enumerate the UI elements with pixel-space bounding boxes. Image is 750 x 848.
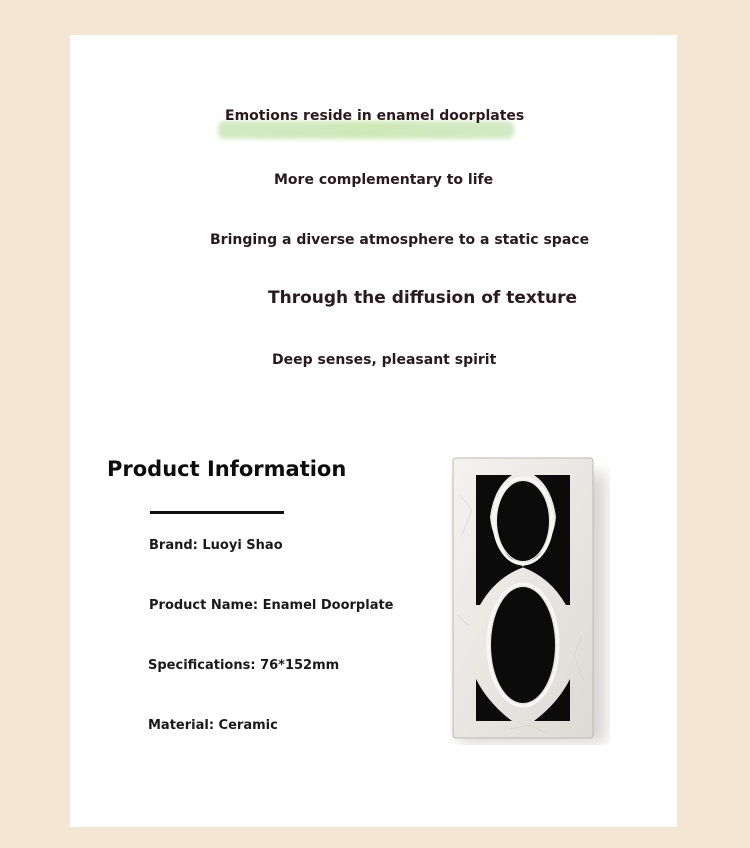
- intro-line-2: More complementary to life: [274, 172, 494, 188]
- intro-line-3: Bringing a diverse atmosphere to a static space: [210, 232, 590, 248]
- doorplate-image: [450, 455, 610, 745]
- title-underline: [150, 511, 284, 514]
- product-info-title: Product Information: [107, 457, 347, 481]
- product-name-text: Product Name: Enamel Doorplate: [149, 598, 394, 613]
- specifications-text: Specifications: 76*152mm: [148, 658, 340, 673]
- material-text: Material: Ceramic: [148, 718, 278, 733]
- brand-text: Brand: Luoyi Shao: [149, 538, 283, 553]
- content-card: [70, 35, 677, 827]
- intro-line-5: Deep senses, pleasant spirit: [272, 352, 497, 368]
- intro-line-1: Emotions reside in enamel doorplates: [225, 108, 525, 124]
- intro-line-4: Through the diffusion of texture: [268, 288, 578, 308]
